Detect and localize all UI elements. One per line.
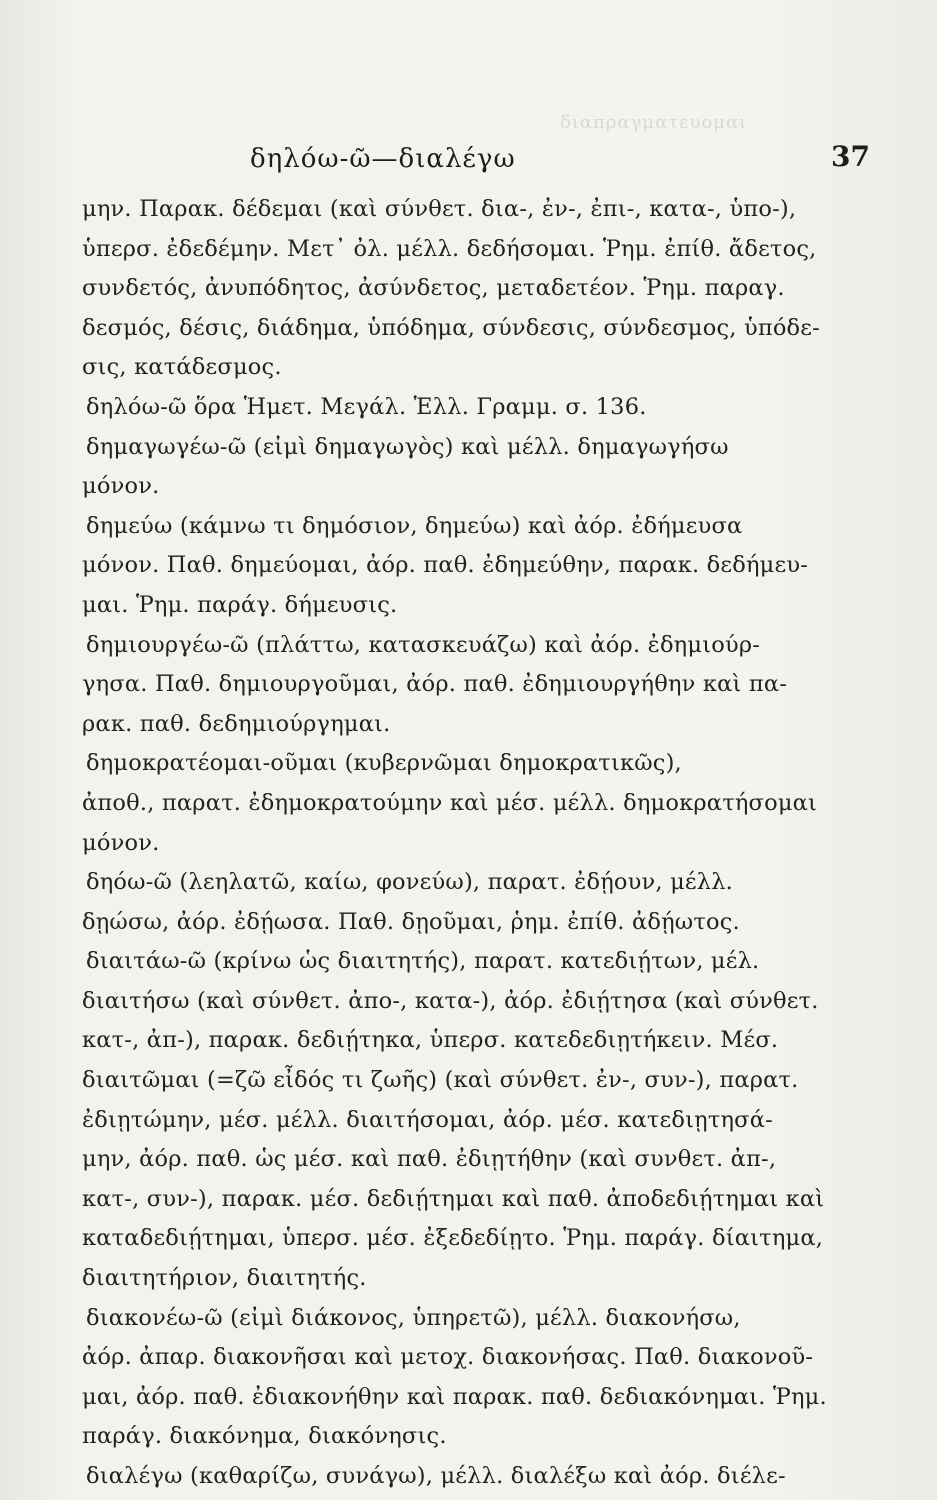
entry-line: δημοκρατέομαι-οῦμαι (κυβερνῶμαι δημοκρατικῶς), <box>86 750 682 777</box>
entry-line: δημεύω (κάμνω τι δημόσιον, δημεύω) καὶ ἀόρ. ἐδήμευσα <box>86 512 743 539</box>
bleed-through-text: διαπραγματευομαι <box>560 112 748 133</box>
running-head: δηλόω-ῶ—διαλέγω <box>250 144 516 174</box>
text-line: δεσμός, δέσις, διάδημα, ὑπόδημα, σύνδεσις, σύνδεσμος, ὑπόδε- <box>82 314 820 341</box>
entry-line: δημιουργέω-ῶ (πλάττω, κατασκευάζω) καὶ ἀόρ. ἐδημιούρ- <box>86 631 761 658</box>
text-line: δῃώσω, ἀόρ. ἐδῄωσα. Παθ. δῃοῦμαι, ῥημ. ἐπίθ. ἀδῄωτος. <box>82 908 740 935</box>
text-line: μαι. Ῥημ. παράγ. δήμευσις. <box>82 591 398 618</box>
text-line: ἐδιῃτώμην, μέσ. μέλλ. διαιτήσομαι, ἀόρ. μέσ. κατεδιῃτησά- <box>82 1106 773 1133</box>
text-line: μην, ἀόρ. παθ. ὡς μέσ. καὶ παθ. ἐδιῃτήθην (καὶ συνθετ. ἀπ-, <box>82 1146 777 1173</box>
text-line: ὑπερσ. ἐδεδέμην. Μετ᾽ ὀλ. μέλλ. δεδήσομαι. Ῥημ. ἐπίθ. ἄδετος, <box>82 235 817 262</box>
page-header <box>110 140 870 180</box>
text-line: διαιτητήριον, διαιτητής. <box>82 1265 367 1292</box>
text-line: μόνον. Παθ. δημεύομαι, ἀόρ. παθ. ἐδημεύθην, παρακ. δεδήμευ- <box>82 552 809 579</box>
text-line: διαιτήσω (καὶ σύνθετ. ἀπο-, κατα-), ἀόρ. ἐδιῄτησα (καὶ σύνθετ. <box>82 987 819 1014</box>
text-line: κατ-, ἀπ-), παρακ. δεδιῄτηκα, ὑπερσ. κατεδεδιῃτήκειν. Μέσ. <box>82 1027 779 1054</box>
text-line: παράγ. διακόνημα, διακόνησις. <box>82 1423 447 1450</box>
text-line: σις, κατάδεσμος. <box>82 354 282 381</box>
text-line: διαιτῶμαι (=ζῶ εἶδός τι ζωῆς) (καὶ σύνθετ. ἐν-, συν-), παρατ. <box>82 1067 799 1094</box>
text-line: ρακ. παθ. δεδημιούργημαι. <box>82 710 391 737</box>
entry-line: δηλόω-ῶ ὅρα Ἡμετ. Μεγάλ. Ἑλλ. Γραμμ. σ. 136. <box>86 393 647 420</box>
text-line: μην. Παρακ. δέδεμαι (καὶ σύνθετ. δια-, ἐν-, ἐπι-, κατα-, ὑπο-), <box>82 196 797 222</box>
entry-line: διαιτάω-ῶ (κρίνω ὡς διαιτητής), παρατ. κατεδιῄτων, μέλ. <box>86 948 760 975</box>
text-line: συνδετός, ἀνυπόδητος, ἀσύνδετος, μεταδετέον. Ῥημ. παραγ. <box>82 275 785 302</box>
entry-line: δηόω-ῶ (λεηλατῶ, καίω, φονεύω), παρατ. ἐδῄουν, μέλλ. <box>86 869 734 896</box>
entry-line: διαλέγω (καθαρίζω, συνάγω), μέλλ. διαλέξω καὶ ἀόρ. διέλε- <box>86 1463 786 1489</box>
text-line: μαι, ἀόρ. παθ. ἐδιακονήθην καὶ παρακ. παθ. δεδιακόνημαι. Ῥημ. <box>82 1383 827 1410</box>
text-line: μόνον. <box>82 473 160 500</box>
text-line: μόνον. <box>82 829 160 856</box>
text-line: ἀποθ., παρατ. ἐδημοκρατούμην καὶ μέσ. μέλλ. δημοκρατήσομαι <box>82 789 818 816</box>
text-line: γησα. Παθ. δημιουργοῦμαι, ἀόρ. παθ. ἐδημιουργήθην καὶ πα- <box>82 671 788 698</box>
text-line: κατ-, συν-), παρακ. μέσ. δεδιῄτημαι καὶ παθ. ἀποδεδιῄτημαι καὶ <box>82 1185 825 1212</box>
entry-line: διακονέω-ῶ (εἰμὶ διάκονος, ὑπηρετῶ), μέλλ. διακονήσω, <box>86 1304 741 1331</box>
entry-line: δημαγωγέω-ῶ (εἰμὶ δημαγωγὸς) καὶ μέλλ. δημαγωγήσω <box>86 433 729 460</box>
text-line: καταδεδιῄτημαι, ὑπερσ. μέσ. ἐξεδεδίῃτο. Ῥημ. παράγ. δίαιτημα, <box>82 1225 824 1252</box>
page-number: 37 <box>831 140 870 173</box>
text-block <box>82 190 842 1497</box>
text-line: ἀόρ. ἀπαρ. διακονῆσαι καὶ μετοχ. διακονήσας. Παθ. διακονοῦ- <box>82 1344 814 1371</box>
